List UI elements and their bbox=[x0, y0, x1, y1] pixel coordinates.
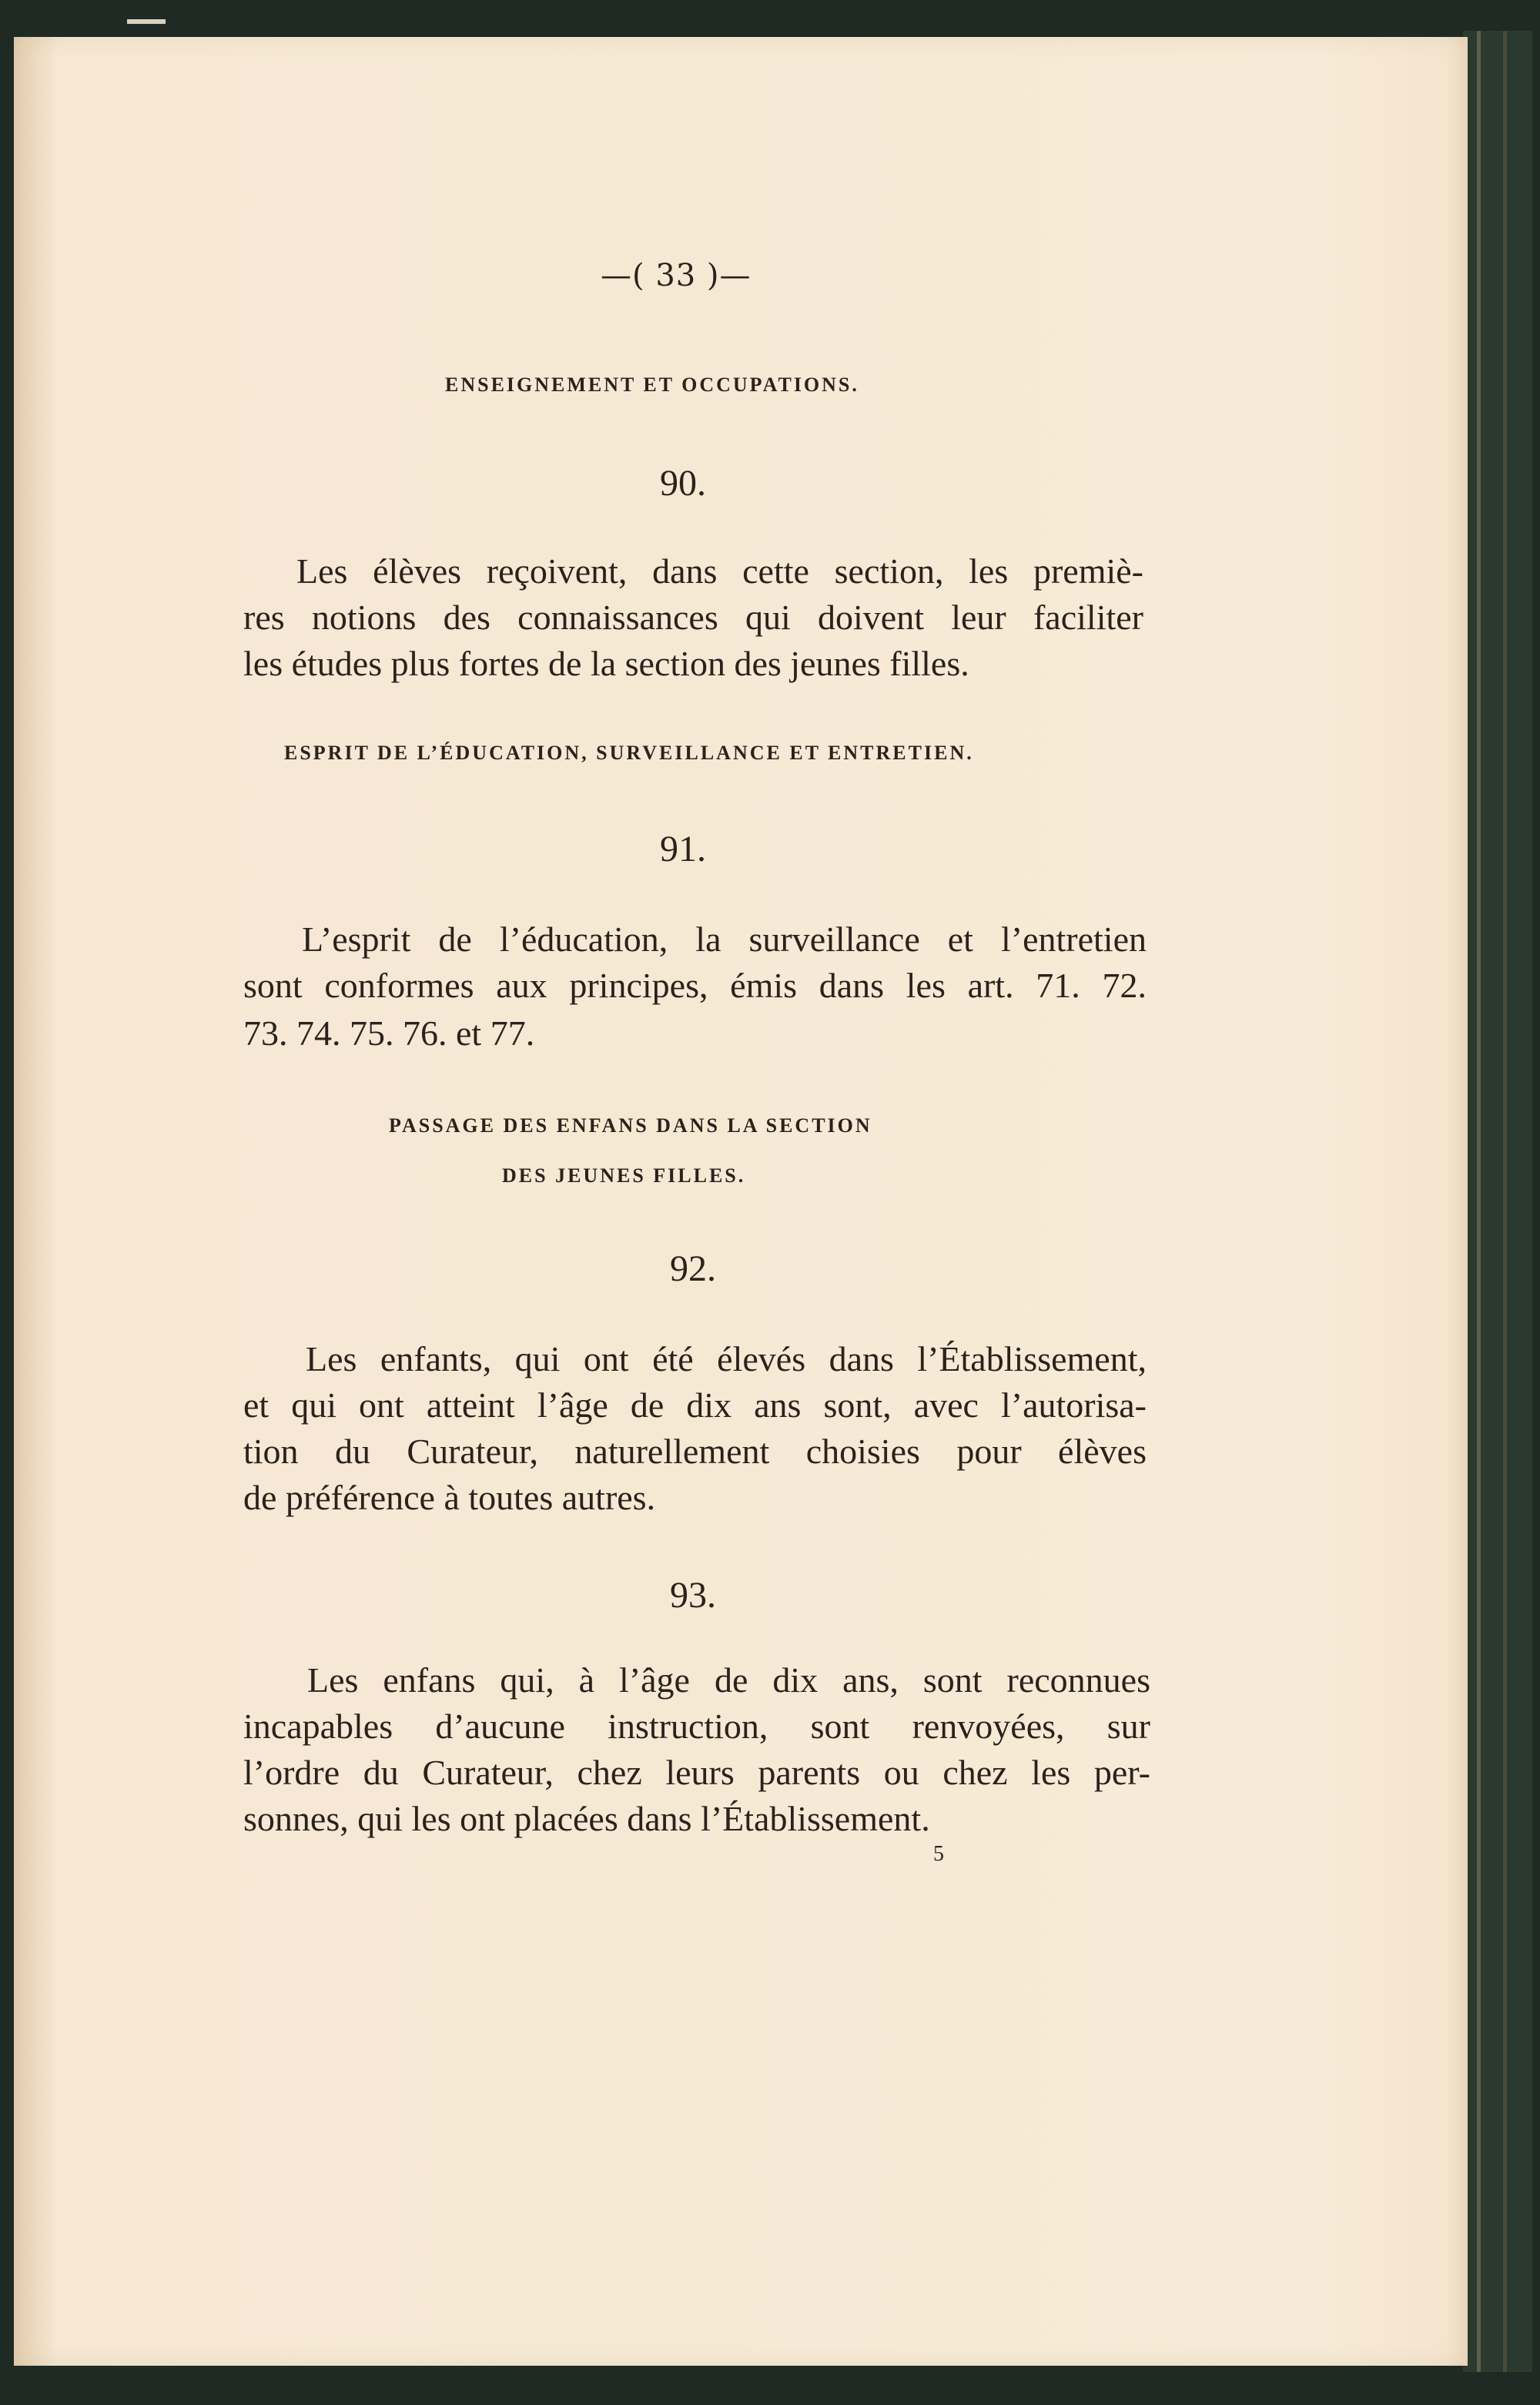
paragraph-line: res notions des connaissances qui doivent leur faciliter bbox=[243, 598, 1143, 637]
paragraph-line: 73. 74. 75. 76. et 77. bbox=[243, 1013, 535, 1053]
page-gutter bbox=[14, 37, 56, 2366]
paragraph-line: et qui ont atteint l’âge de dix ans sont, avec l’autorisa- bbox=[243, 1385, 1147, 1425]
page-folio: —( 33 )— bbox=[601, 258, 752, 293]
spine-streak bbox=[1503, 31, 1507, 2372]
scan-edge-mark bbox=[127, 19, 166, 24]
article-number: 93. bbox=[670, 1575, 716, 1616]
section-heading: ESPRIT DE L’ÉDUCATION, SURVEILLANCE ET ENTRETIEN. bbox=[284, 742, 974, 764]
section-heading: DES JEUNES FILLES. bbox=[502, 1164, 746, 1187]
paragraph-line: sonnes, qui les ont placées dans l’Établissement. bbox=[243, 1799, 930, 1838]
spine-streak bbox=[1477, 31, 1481, 2372]
article-number: 91. bbox=[660, 829, 706, 869]
section-heading: ENSEIGNEMENT ET OCCUPATIONS. bbox=[445, 373, 859, 396]
paragraph-line: Les enfans qui, à l’âge de dix ans, sont reconnues bbox=[307, 1660, 1150, 1700]
paragraph-line: Les élèves reçoivent, dans cette section, les premiè- bbox=[296, 551, 1143, 591]
paragraph-line: incapables d’aucune instruction, sont renvoyées, sur bbox=[243, 1707, 1150, 1746]
paragraph-line: sont conformes aux principes, émis dans les art. 71. 72. bbox=[243, 966, 1147, 1005]
paragraph-line: les études plus fortes de la section des jeunes filles. bbox=[243, 644, 969, 683]
signature-mark: 5 bbox=[933, 1842, 944, 1866]
paragraph-line: L’esprit de l’éducation, la surveillance et l’entretien bbox=[302, 919, 1147, 959]
paragraph-line: Les enfants, qui ont été élevés dans l’Établissement, bbox=[306, 1339, 1147, 1378]
book-spine bbox=[1463, 31, 1532, 2372]
paragraph-line: de préférence à toutes autres. bbox=[243, 1478, 656, 1517]
paragraph-line: tion du Curateur, naturellement choisies pour élèves bbox=[243, 1432, 1147, 1471]
article-number: 90. bbox=[660, 463, 706, 504]
section-heading: PASSAGE DES ENFANS DANS LA SECTION bbox=[389, 1114, 872, 1137]
article-number: 92. bbox=[670, 1248, 716, 1289]
paragraph-line: l’ordre du Curateur, chez leurs parents ou chez les per- bbox=[243, 1753, 1150, 1792]
